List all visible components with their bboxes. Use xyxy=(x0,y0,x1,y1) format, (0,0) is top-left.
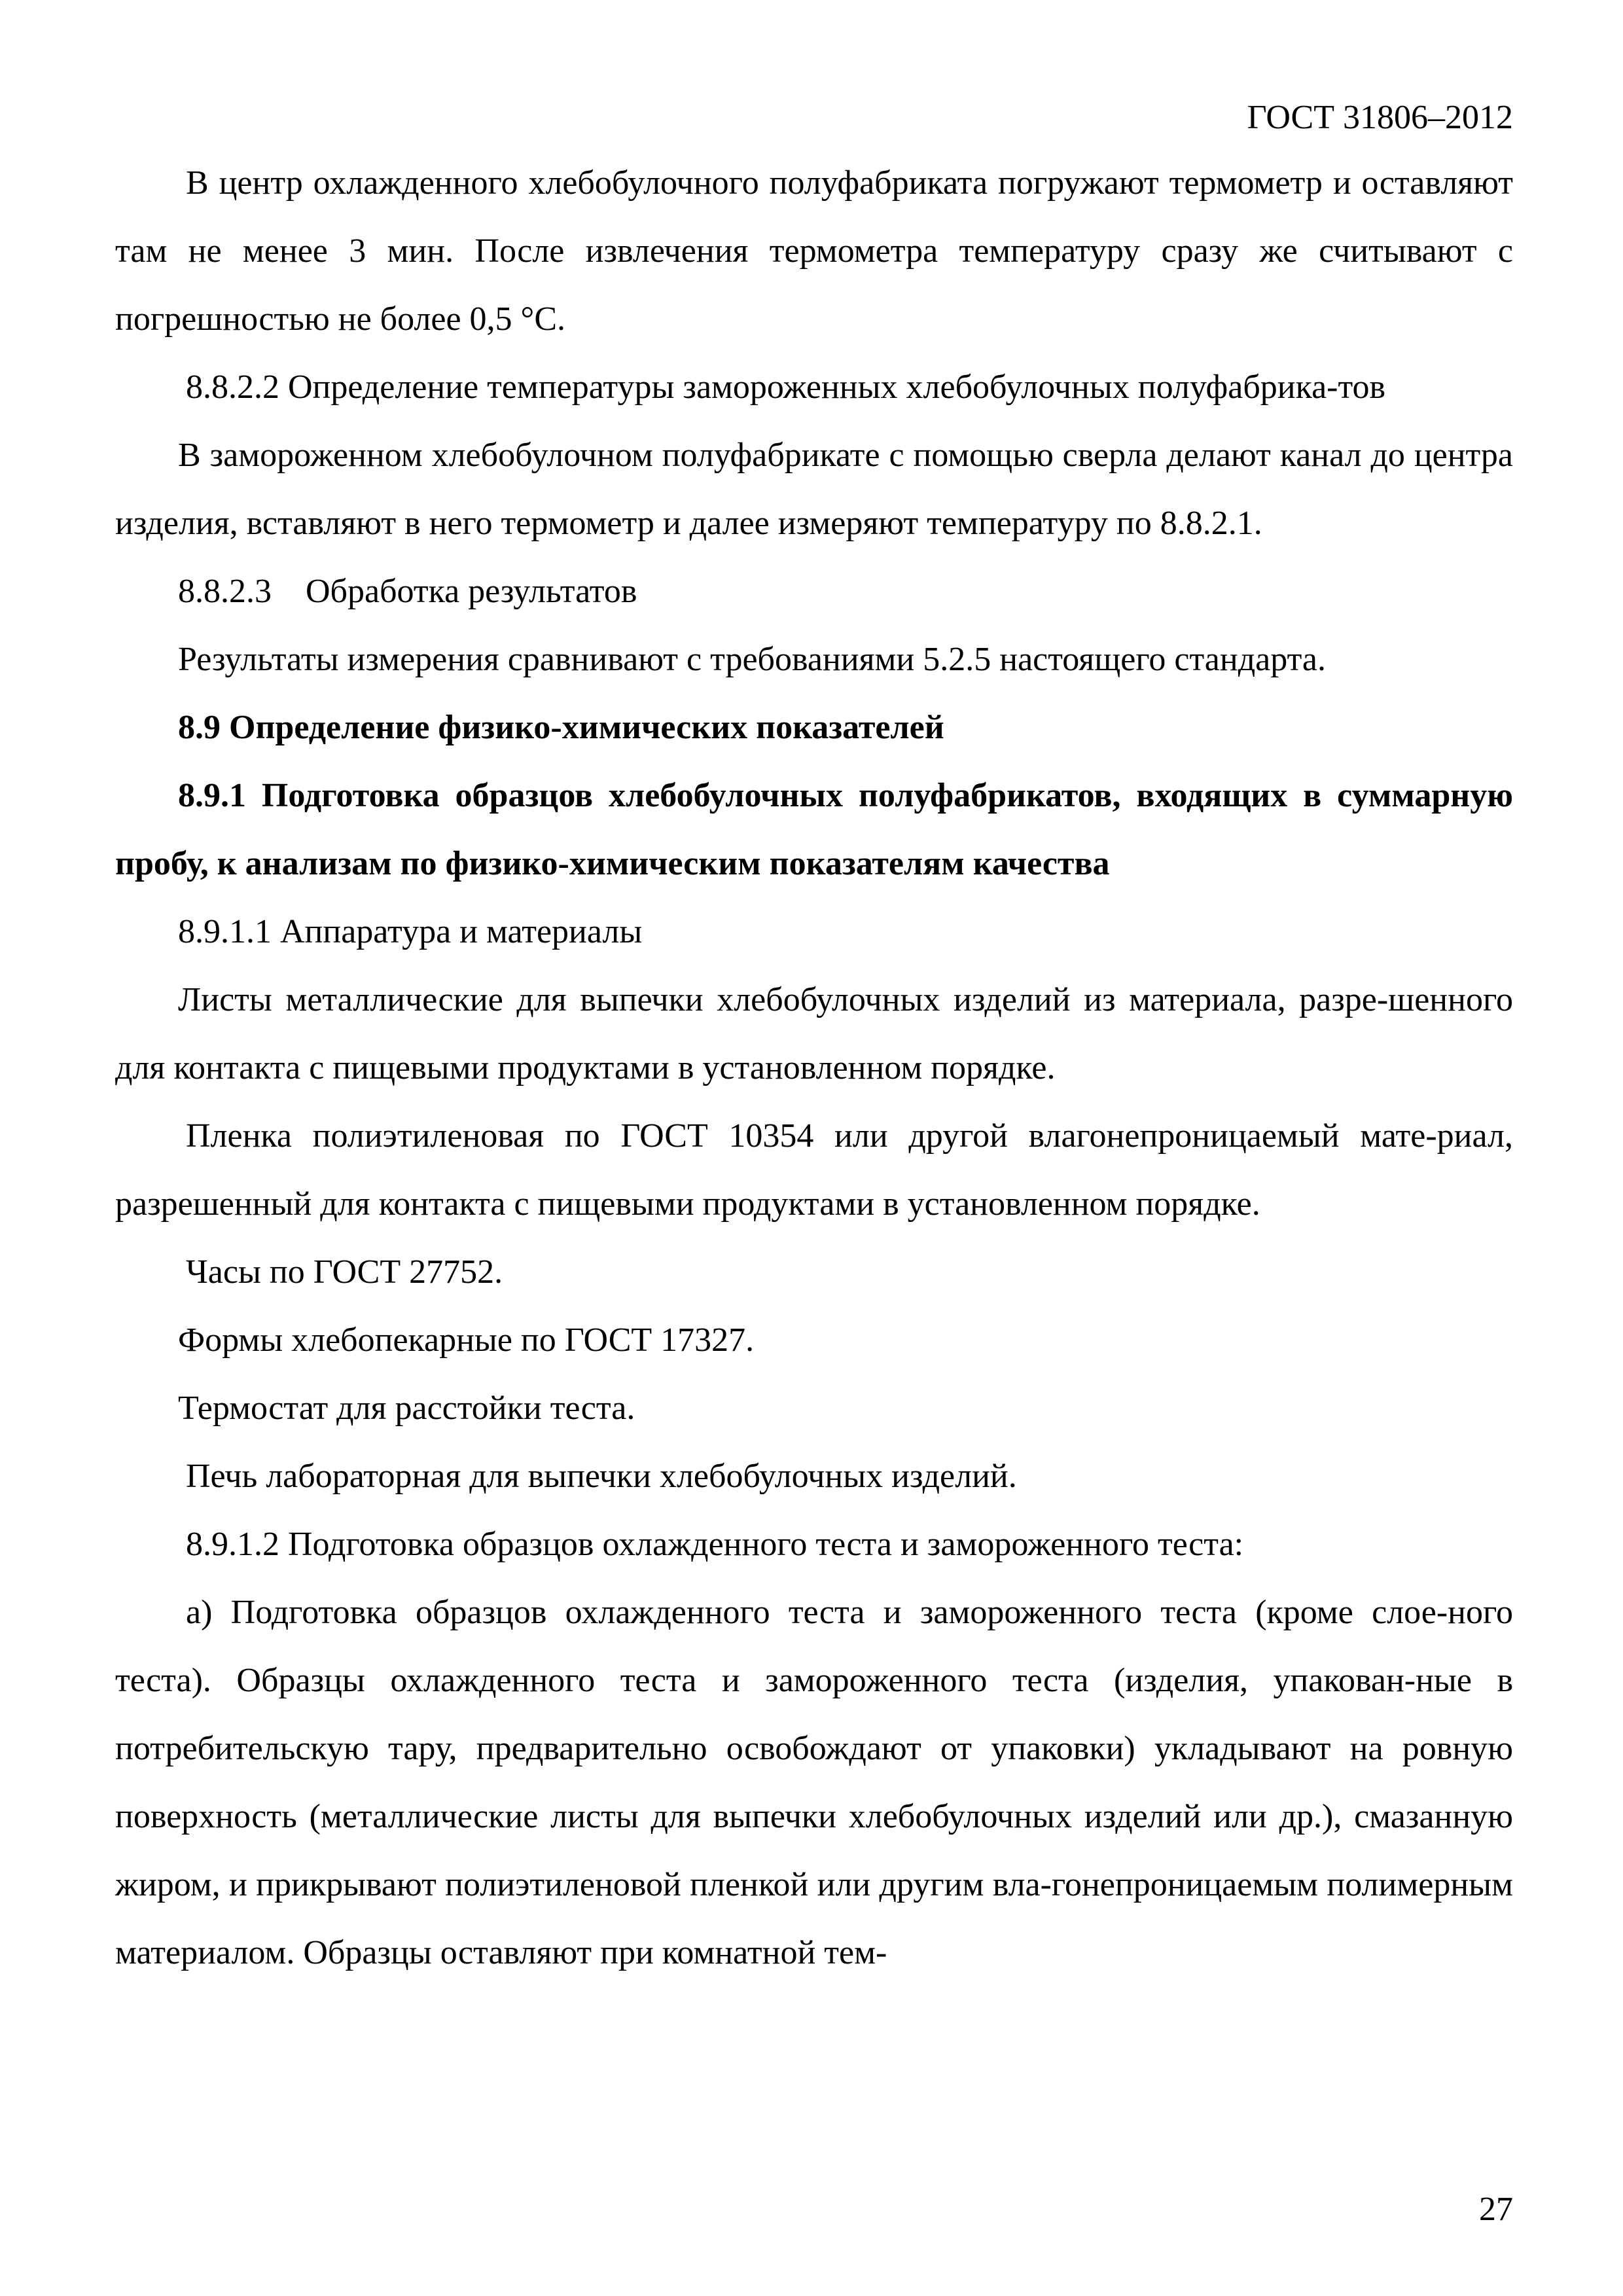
paragraph-thermostat: Термостат для расстойки теста. xyxy=(178,1390,635,1427)
page-body xyxy=(115,149,1513,1987)
clause-8-9-1-1: 8.9.1.1 Аппаратура и материалы xyxy=(178,913,643,950)
section-heading-8-9-1: 8.9.1 Подготовка образцов хлебобулочных полуфабрикатов, входящих в суммарную пробу, к анализам по физико-химическим показателям качества xyxy=(115,777,1513,882)
section-heading-8-9: 8.9 Определение физико-химических показателей xyxy=(178,709,944,746)
paragraph-baking-forms: Формы хлебопекарные по ГОСТ 17327. xyxy=(178,1321,755,1359)
paragraph-metal-sheets: Листы металлические для выпечки хлебобулочных изделий из материала, разре-шенного для контакта с пищевыми продуктами в установленном порядке. xyxy=(115,981,1513,1086)
paragraph-clock: Часы по ГОСТ 27752. xyxy=(186,1253,503,1291)
clause-8-8-2-3 xyxy=(115,558,1513,626)
paragraph-sample-preparation: а) Подготовка образцов охлажденного теста и замороженного теста (кроме слое-ного теста). Образцы охлажденного теста и замороженного теста (изделия, упакован-ные в потребительскую тару, предварительно освобождают от упаковки) укладывают на ровную поверхность (металлические листы для выпечки хлебобулочных изделий или др.), смазанную жиром, и прикрывают полиэтиленовой пленкой или другим вла-гонепроницаемым полимерным материалом. Образцы оставляют при комнатной тем- xyxy=(115,1594,1513,1971)
document-id: ГОСТ 31806–2012 xyxy=(1247,99,1513,136)
paragraph-thermometer-chilled: В центр охлажденного хлебобулочного полуфабриката погружают термометр и оставляют там не менее 3 мин. После извлечения термометра температуру сразу же считывают с погрешностью не более 0,5 °С. xyxy=(115,164,1513,338)
paragraph-results: Результаты измерения сравнивают с требованиями 5.2.5 настоящего стандарта. xyxy=(178,641,1327,678)
paragraph-polyethylene-film: Пленка полиэтиленовая по ГОСТ 10354 или другой влагонепроницаемый мате-риал, разрешенный для контакта с пищевыми продуктами в установленном порядке. xyxy=(115,1117,1513,1223)
paragraph-frozen-measurement: В замороженном хлебобулочном полуфабрикате с помощью сверла делают канал до центра изделия, вставляют в него термометр и далее измеряют температуру по 8.8.2.1. xyxy=(115,437,1513,542)
document-header xyxy=(1247,98,1513,137)
clause-number: 8.8.2.3 xyxy=(178,573,272,610)
page-number: 27 xyxy=(1479,2191,1513,2228)
clause-8-8-2-2: 8.8.2.2 Определение температуры замороженных хлебобулочных полуфабрика-тов xyxy=(186,368,1386,406)
paragraph-oven: Печь лабораторная для выпечки хлебобулочных изделий. xyxy=(186,1458,1017,1495)
clause-title: Обработка результатов xyxy=(306,573,637,610)
clause-8-9-1-2: 8.9.1.2 Подготовка образцов охлажденного теста и замороженного теста: xyxy=(186,1526,1244,1563)
